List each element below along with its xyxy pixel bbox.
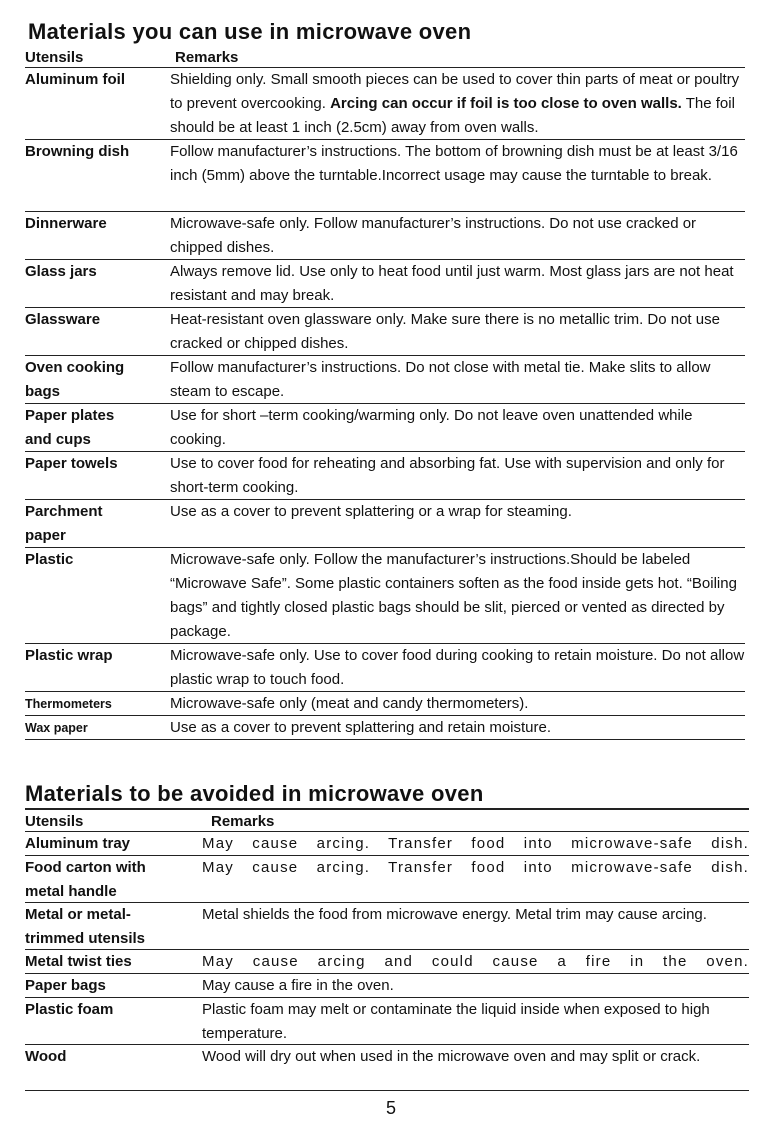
remark-cell: Follow manufacturer’s instructions. The bottom of browning dish must be at least 3/16 inch (5mm) above the turntable.Incorrect usage may cause the turntable to break. xyxy=(170,143,738,184)
table-row xyxy=(25,355,745,403)
table-row xyxy=(25,211,745,259)
table-row xyxy=(25,139,745,211)
remark-text: The foil should be at least 1 inch (2.5cm) away from oven walls. xyxy=(170,95,735,136)
section-title-avoid: Materials to be avoided in microwave oven xyxy=(25,780,749,810)
remark-cell: Use as a cover to prevent splattering or a wrap for steaming. xyxy=(170,503,572,520)
remark-cell: Microwave-safe only (meat and candy thermometers). xyxy=(170,695,529,712)
table-row xyxy=(25,949,749,973)
utensil-cell: Thermometers xyxy=(25,697,112,711)
table-header xyxy=(25,812,749,831)
page-number: 5 xyxy=(385,1098,396,1118)
utensil-cell: Paper towels xyxy=(25,455,118,472)
table-row xyxy=(25,499,745,547)
column-header-utensils: Utensils xyxy=(25,813,84,830)
utensil-cell: Parchment paper xyxy=(25,503,103,544)
remark-cell: Metal shields the food from microwave energy. Metal trim may cause arcing. xyxy=(202,906,707,923)
table-row xyxy=(25,855,749,902)
table-header xyxy=(25,48,745,67)
utensil-cell: Glass jars xyxy=(25,263,97,280)
table-row xyxy=(25,1044,749,1091)
utensil-cell: Food carton with metal handle xyxy=(25,859,146,900)
utensil-cell: Oven cooking bags xyxy=(25,359,125,400)
table-row xyxy=(25,307,745,355)
remark-cell: Use for short –term cooking/warming only. Do not leave oven unattended while cooking. xyxy=(170,407,693,448)
materials-safe-section xyxy=(25,18,745,740)
table-row xyxy=(25,902,749,949)
utensil-cell: Wood xyxy=(25,1048,67,1065)
table-row xyxy=(25,403,745,451)
remark-cell: Microwave-safe only. Use to cover food during cooking to retain moisture. Do not allow plastic wrap to touch food. xyxy=(170,647,745,688)
remark-warning: Arcing can occur if foil is too close to oven walls. xyxy=(330,95,682,112)
section-title-safe: Materials you can use in microwave oven xyxy=(28,19,472,44)
table-row xyxy=(25,547,745,643)
remark-text: Shielding only. Small smooth pieces can be used to cover thin parts of meat or poultry to prevent overcooking. xyxy=(170,71,740,112)
table-row xyxy=(25,67,745,139)
table-row xyxy=(25,715,745,740)
column-header-utensils: Utensils xyxy=(25,49,84,66)
remark-cell: Follow manufacturer’s instructions. Do not close with metal tie. Make slits to allow steam to escape. xyxy=(170,359,711,400)
materials-avoid-section xyxy=(25,780,749,1091)
remark-cell: Always remove lid. Use only to heat food until just warm. Most glass jars are not heat resistant and may break. xyxy=(170,263,734,304)
table-row xyxy=(25,997,749,1044)
utensil-cell: Metal or metal- trimmed utensils xyxy=(25,906,146,947)
remark-cell: Use as a cover to prevent splattering and retain moisture. xyxy=(170,719,552,736)
utensil-cell: Metal twist ties xyxy=(25,953,132,970)
table-row xyxy=(25,643,745,691)
table-row xyxy=(25,451,745,499)
remark-cell: May cause a fire in the oven. xyxy=(202,977,394,994)
utensil-cell: Plastic xyxy=(25,551,74,568)
column-header-remarks: Remarks xyxy=(175,49,239,66)
table-row xyxy=(25,691,745,715)
remark-cell: Microwave-safe only. Follow manufacturer’s instructions. Do not use cracked or chipped dishes. xyxy=(170,215,697,256)
remark-cell: Plastic foam may melt or contaminate the liquid inside when exposed to high temperature. xyxy=(202,1001,710,1042)
utensil-cell: Browning dish xyxy=(25,143,130,160)
utensil-cell: Glassware xyxy=(25,311,101,328)
utensil-cell: Plastic foam xyxy=(25,1001,114,1018)
utensil-cell: Aluminum tray xyxy=(25,835,131,852)
remark-cell: Microwave-safe only. Follow the manufacturer’s instructions.Should be labeled “Microwave Safe”. Some plastic containers soften as the food inside gets hot. “Boiling bags” and tightly closed plastic bags should be slit, pierced or vented as directed by package. xyxy=(170,551,737,640)
utensil-cell: Wax paper xyxy=(25,721,88,735)
remark-cell: Wood will dry out when used in the microwave oven and may split or crack. xyxy=(202,1048,701,1065)
remark-cell xyxy=(170,68,745,139)
utensil-cell: Plastic wrap xyxy=(25,647,113,664)
utensil-cell: Paper bags xyxy=(25,977,106,994)
utensil-cell: Paper plates and cups xyxy=(25,407,115,448)
remark-cell: Heat-resistant oven glassware only. Make sure there is no metallic trim. Do not use cracked or chipped dishes. xyxy=(170,311,720,352)
remark-cell: May cause arcing and could cause a fire in the oven. xyxy=(202,953,749,970)
remark-cell: May cause arcing. Transfer food into microwave-safe dish. xyxy=(202,835,749,852)
column-header-remarks: Remarks xyxy=(211,813,275,830)
utensil-cell: Aluminum foil xyxy=(25,71,125,88)
table-row xyxy=(25,973,749,997)
remark-cell: Use to cover food for reheating and absorbing fat. Use with supervision and only for short-term cooking. xyxy=(170,455,725,496)
table-row xyxy=(25,259,745,307)
table-row xyxy=(25,831,749,855)
remark-cell: May cause arcing. Transfer food into microwave-safe dish. xyxy=(202,859,749,876)
utensil-cell: Dinnerware xyxy=(25,215,107,232)
